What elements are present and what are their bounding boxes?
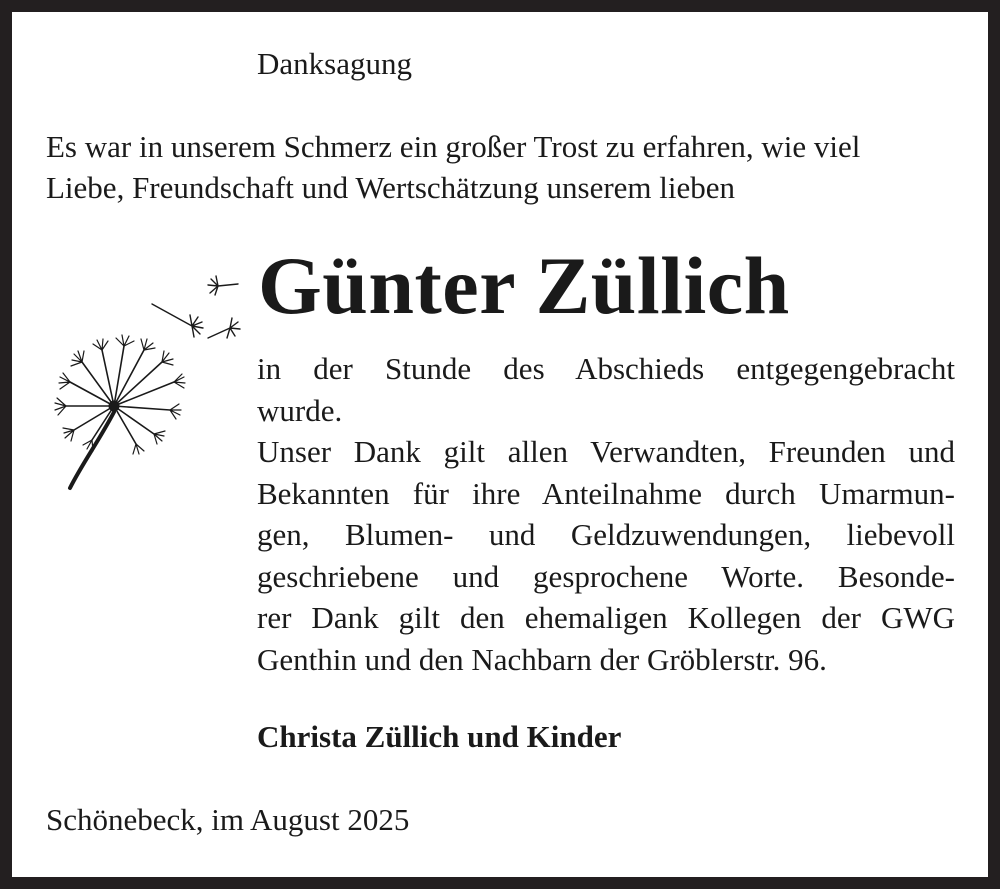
thanks-paragraph	[257, 348, 955, 680]
notice-heading: Danksagung	[257, 46, 412, 81]
body-line: in der Stunde des Abschieds entgegengebracht	[257, 351, 955, 386]
body-line: wurde.	[257, 392, 343, 428]
intro-line: Es war in unserem Schmerz ein großer Trost zu erfahren, wie viel	[46, 129, 861, 164]
intro-paragraph	[46, 126, 971, 208]
place-date: Schönebeck, im August 2025	[46, 802, 410, 837]
body-line: Unser Dank gilt allen Verwandten, Freunden und	[257, 434, 955, 469]
dandelion-icon	[42, 264, 242, 494]
body-line: geschriebene und gesprochene Worte. Besonde-	[257, 558, 955, 594]
intro-line: Liebe, Freundschaft und Wertschätzung unserem lieben	[46, 170, 736, 205]
body-line: gen, Blumen- und Geldzuwendungen, liebevoll	[257, 517, 955, 552]
body-line: Bekannten für ihre Anteilnahme durch Umarmun-	[257, 475, 955, 511]
signature: Christa Züllich und Kinder	[257, 719, 622, 754]
body-line: Genthin und den Nachbarn der Gröblerstr. 96.	[257, 641, 827, 677]
deceased-name: Günter Züllich	[258, 240, 790, 331]
body-line: rer Dank gilt den ehemaligen Kollegen der GWG	[257, 600, 955, 635]
